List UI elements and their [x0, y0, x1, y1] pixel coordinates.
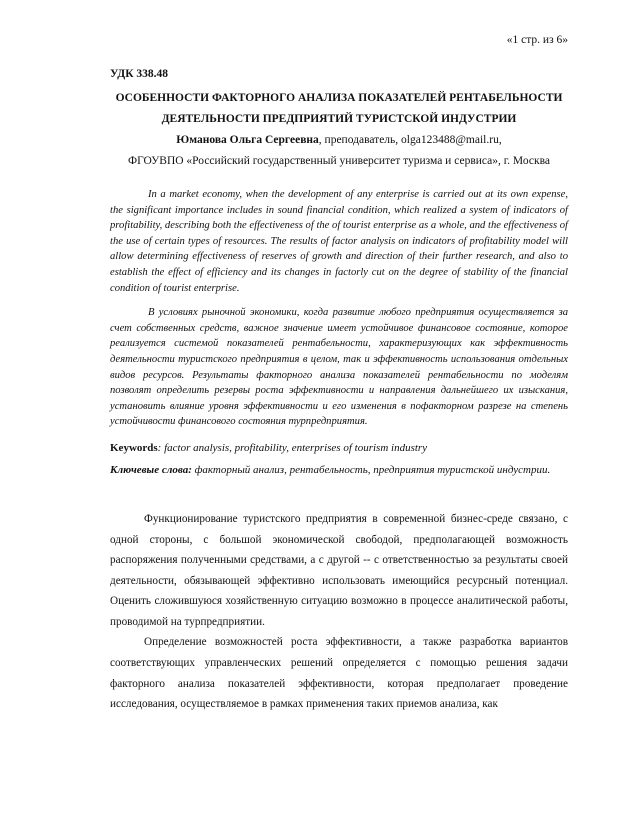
- author-details: , преподаватель, olga123488@mail.ru,: [318, 134, 502, 146]
- article: [110, 64, 568, 715]
- page-indicator: «1 стр. из 6»: [506, 34, 568, 46]
- abstract-english: In a market economy, when the development of any enterprise is carried out at its own expense, the significant importance includes in sound financial condition, which realized a system of indicators of profitability, describing both the effectiveness of the of tourist enterprise as a whole, and the effectiveness of the use of certain types of resources. The results of factor analysis on indicators of profitability model will allow determining effectiveness of reserves of growth and direction of their further research, and also to establish the effect of efficiency and its changes in factorly cut on the degree of stability of the financial condition of tourist enterprise.: [110, 189, 569, 294]
- author-name: Юманова Ольга Сергеевна: [176, 134, 319, 146]
- body-paragraph-1: Функционирование туристского предприятия в современной бизнес-среде связано, с одной стороны, с большой экономической свободой, предполагающей возможность распоряжения полученными средствами, а с другой -- с ответственностью за результаты своей деятельности, обязывающей эффективно использовать имеющийся ресурсный потенциал. Оценить сложившуюся хозяйственную ситуацию возможно в процессе аналитической работы, проводимой на турпредприятии.: [110, 512, 568, 628]
- article-title: ОСОБЕННОСТИ ФАКТОРНОГО АНАЛИЗА ПОКАЗАТЕЛЕЙ РЕНТАБЕЛЬНОСТИ ДЕЯТЕЛЬНОСТИ ПРЕДПРИЯТИЙ ТУРИСТСКОЙ ИНДУСТРИИ: [115, 92, 563, 125]
- organization: ФГОУВПО «Российский государственный университет туризма и сервиса», г. Москва: [128, 155, 550, 167]
- keywords-english-label: Keywords: [110, 441, 158, 454]
- keywords-english: [110, 441, 568, 456]
- keywords-russian-text: факторный анализ, рентабельность, предприятия туристской индустрии.: [191, 463, 551, 476]
- keywords-english-text: : factor analysis, profitability, enterprises of tourism industry: [157, 441, 428, 454]
- author-line: [110, 131, 568, 150]
- body-paragraph-2: Определение возможностей роста эффективности, а также разработка вариантов соответствующих управленческих решений определяется с помощью решения задачи факторного анализа показателей эффективности, которая предполагает проведение исследования, осуществляемое в рамках применения таких приемов анализа, как: [110, 636, 568, 711]
- abstract-russian: В условиях рыночной экономики, когда развитие любого предприятия осуществляется за счет собственных средств, важное значение имеет устойчивое финансовое состояние, которое реализуется системой показателей рентабельности, характеризующих как эффективность деятельности туристского предприятия в целом, так и эффективность использования отдельных видов ресурсов. Результаты факторного анализа показателей рентабельности по моделям позволят определить резервы роста эффективности и направления дальнейшего их изыскания, установить влияние уровня эффективности и его изменения в пофакторном разрезе на степень устойчивости финансового состояния турпредприятия.: [110, 307, 568, 428]
- keywords-russian-label: Ключевые слова:: [110, 463, 192, 476]
- keywords-russian: [110, 460, 568, 481]
- udk-code: УДК 338.48: [110, 68, 169, 80]
